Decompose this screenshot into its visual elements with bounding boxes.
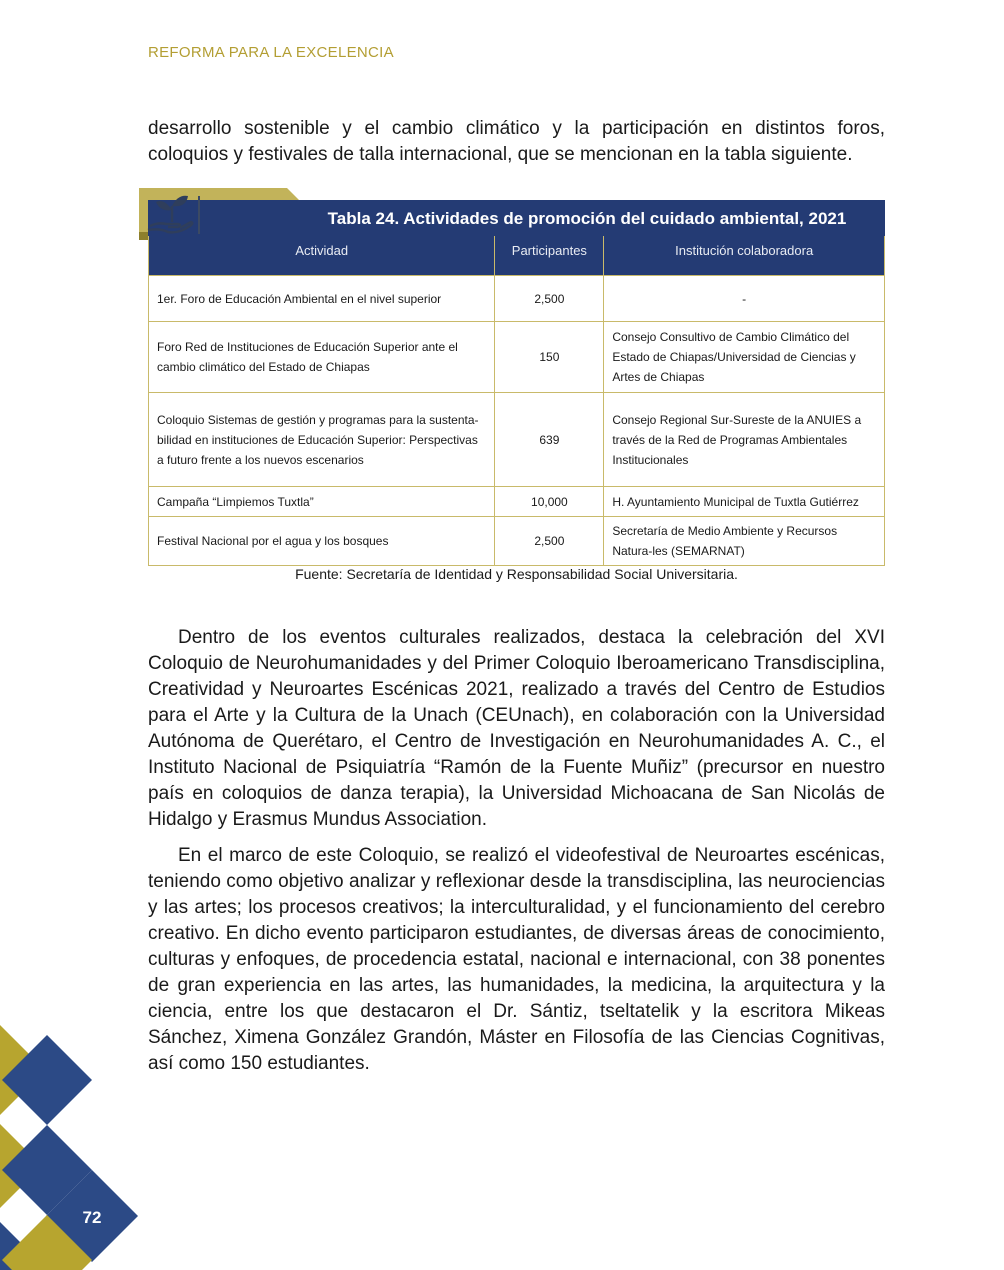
column-header-institution: Institución colaboradora: [604, 236, 885, 264]
institution-cell: -: [604, 276, 885, 322]
body-paragraph: Dentro de los eventos culturales realizados, destaca la celebración del XVI Coloquio de Neurohumanidades y del Primer Coloquio Iberoamericano Transdisciplina, Creatividad y Neuroartes Escénicas 2021, realizado a través del Centro de Estudios para el Arte y la Cultura de la Unach (CEUnach), en colaboración con la Universidad Autónoma de Querétaro, el Centro de Investigación en Neurohumanidades A. C., el Instituto Nacional de Psiquiatría “Ramón de la Fuente Muñiz” (precursor en nuestro país en coloquios de danza terapia), la Universidad Michoacana de San Nicolás de Hidalgo y Erasmus Mundus Association.: [148, 627, 885, 830]
activities-table: [148, 236, 885, 566]
table-row: [149, 517, 885, 566]
column-header-participants: Participantes: [495, 236, 604, 264]
participants-cell: 2,500: [495, 517, 604, 566]
table-row: [149, 487, 885, 517]
participants-cell: 2,500: [495, 276, 604, 322]
participants-cell: 150: [495, 322, 604, 393]
table-source: Fuente: Secretaría de Identidad y Responsabilidad Social Universitaria.: [295, 566, 738, 582]
icon-divider: [198, 196, 200, 234]
table-title: Tabla 24. Actividades de promoción del cuidado ambiental, 2021: [327, 209, 847, 228]
institution-cell: Secretaría de Medio Ambiente y Recursos Natura-les (SEMARNAT): [604, 517, 885, 566]
participants-cell: 639: [495, 393, 604, 487]
running-head: REFORMA PARA LA EXCELENCIA: [148, 44, 394, 61]
activity-cell: 1er. Foro de Educación Ambiental en el nivel superior: [149, 276, 495, 322]
institution-cell: H. Ayuntamiento Municipal de Tuxtla Gutiérrez: [604, 487, 885, 517]
institution-cell: Consejo Regional Sur-Sureste de la ANUIES a través de la Red de Programas Ambientales Institucionales: [604, 393, 885, 487]
participants-cell: 10,000: [495, 487, 604, 517]
page-number: 72: [82, 1208, 102, 1227]
activity-cell: Festival Nacional por el agua y los bosques: [149, 517, 495, 566]
activity-cell: Campaña “Limpiemos Tuxtla”: [149, 487, 495, 517]
column-header-activity: Actividad: [149, 236, 495, 264]
table-row: [149, 322, 885, 393]
header-spacer-row: [149, 264, 885, 276]
intro-paragraph: desarrollo sostenible y el cambio climático y la participación en distintos foros, coloquios y festivales de talla internacional, que se mencionan en la tabla siguiente.: [148, 118, 885, 165]
table-row: [149, 393, 885, 487]
table-row: [149, 276, 885, 322]
plant-in-hand-icon: [144, 192, 204, 236]
body-paragraph: En el marco de este Coloquio, se realizó el videofestival de Neuroartes escénicas, teniendo como objetivo analizar y reflexionar desde la transdisciplina, las neurociencias y las artes; los procesos creativos; la interculturalidad, y el funcionamiento del cerebro creativo. En dicho evento participaron estudiantes, de diversas áreas de conocimiento, culturas y enfoques, de procedencia estatal, nacional e internacional, con 38 ponentes de gran experiencia en las artes, las humanidades, la medicina, la arquitectura y la ciencia, entre los que destacaron el Dr. Sántiz, tseltatelik y la escritora Mikeas Sánchez, Ximena González Grandón, Máster en Filosofía de las Ciencias Cognitivas, así como 150 estudiantes.: [148, 845, 885, 1074]
activity-cell: Coloquio Sistemas de gestión y programas para la sustenta-bilidad en instituciones de Educación Superior: Perspectivas a futuro frente a los nuevos escenarios: [149, 393, 495, 487]
institution-cell: Consejo Consultivo de Cambio Climático del Estado de Chiapas/Universidad de Ciencias y Artes de Chiapas: [604, 322, 885, 393]
activity-cell: Foro Red de Instituciones de Educación Superior ante el cambio climático del Estado de Chiapas: [149, 322, 495, 393]
